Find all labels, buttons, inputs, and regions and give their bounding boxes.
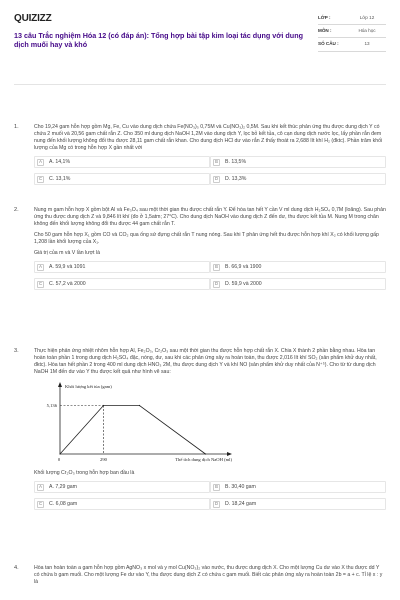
answer-text: C. 6,08 gam xyxy=(49,500,78,507)
answer-text: D. 18,24 gam xyxy=(225,500,257,507)
answer-option-c[interactable] xyxy=(34,498,210,510)
meta-row-subject xyxy=(318,25,386,38)
question-text: Hòa tan hoàn toàn a gam hỗn hợp gồm AgNO₃ x mol và y mol Cu(NO₃)₂ vào nước, thu được dung dịch X. Cho một lượng Cu dư vào X thu được dd Y có chứa b gam muối. Cho một lượng Fe dư vào Y, thu được dung dịch Z có chứa c gam muối. Biết các phản ứng xảy ra hoàn toàn 2b = a + c. Tỉ lệ x : y là xyxy=(34,565,383,586)
x-tick-label: 290 xyxy=(100,457,107,463)
answer-letter: D xyxy=(214,176,219,182)
data-point xyxy=(205,453,206,454)
x-tick-label: 0 xyxy=(57,457,61,463)
answer-text: A. 14,1% xyxy=(49,158,71,165)
answer-option-a[interactable] xyxy=(34,156,210,168)
answer-letter: D xyxy=(214,281,219,287)
answer-letter: C xyxy=(38,176,43,182)
answer-option-a[interactable] xyxy=(34,261,210,273)
answer-text: D. 13,3% xyxy=(225,175,247,182)
answer-letter: A xyxy=(37,159,44,166)
answer-grid xyxy=(34,481,386,510)
question-2 xyxy=(14,207,386,290)
meta-value: 13 xyxy=(364,41,370,47)
answer-text: B. 66,9 và 1900 xyxy=(225,263,262,270)
question-prompt: Khối lượng Cr₂O₃ trong hỗn hợp ban đầu là xyxy=(34,470,135,477)
answer-letter: A xyxy=(37,484,44,491)
meta-label: MÔN : xyxy=(318,28,332,34)
precipitate-chart xyxy=(34,380,254,466)
quizizz-logo: QUIZIZZ xyxy=(14,13,52,24)
question-number: 1. xyxy=(14,124,19,130)
chart-svg xyxy=(34,380,254,466)
answer-letter: D xyxy=(214,501,219,507)
meta-label: SỐ CÂU : xyxy=(318,41,339,47)
question-prompt: Giá trị của m và V lần lượt là xyxy=(34,250,100,257)
answer-option-c[interactable] xyxy=(34,173,210,185)
y-tick-label: 5,136 xyxy=(46,403,57,409)
answer-text: A. 7,29 gam xyxy=(49,483,77,490)
answer-text: C. 13,1% xyxy=(49,175,71,182)
answer-grid xyxy=(34,156,386,185)
meta-row-count xyxy=(318,38,386,51)
question-1 xyxy=(14,124,386,185)
header-divider xyxy=(14,84,386,85)
answer-letter: A xyxy=(37,264,44,271)
question-3 xyxy=(14,348,386,510)
answer-option-b[interactable] xyxy=(210,156,386,168)
data-point xyxy=(59,453,60,454)
x-axis-label: Thể tích dung dịch NaOH (ml) xyxy=(175,457,232,463)
answer-letter: B xyxy=(213,484,220,491)
answer-option-b[interactable] xyxy=(210,481,386,493)
answer-option-d[interactable] xyxy=(210,278,386,290)
answer-option-c[interactable] xyxy=(34,278,210,290)
question-text: Cho 19,24 gam hỗn hợp gồm Mg, Fe, Cu vào dung dịch chứa Fe(NO₃)₃ 0,75M và Cu(NO₃)₂ 0,5M. Sau khi kết thúc phản ứng thu được dung dịch Y có chứa 2 muối và 20,56 gam chất rắn Z. Cho 350 ml dung dịch NaOH 1,2M vào dung dịch Y, lọc bỏ kết tủa, cô cạn dung dịch nước lọc, lấy phần rắn đem nung đến khối lượng không đổi thu được 28,11 gam chất rắn khan. Cho dung dịch HCl dư vào rắn Z thấy thoát ra 2,688 lít khí H₂ (đktc). Phần trăm khối lượng của Mg có trong hỗn hợp X gần nhất với xyxy=(34,124,383,152)
answer-text: B. 13,5% xyxy=(225,158,247,165)
meta-label: LỚP : xyxy=(318,15,331,20)
answer-option-b[interactable] xyxy=(210,261,386,273)
answer-text: B. 30,40 gam xyxy=(225,483,256,490)
y-axis-arrow xyxy=(58,382,62,387)
question-number: 4. xyxy=(14,565,19,571)
question-text-continued: Cho 50 gam hỗn hợp X₁ gồm CO và CO₂ qua ống sứ đựng chất rắn T nung nóng. Sau khi T phản ứng hết thu được hỗn hợp khí X₂ có khối lượng gấp 1,208 lần khối lượng của X₁. xyxy=(34,232,379,246)
answer-option-a[interactable] xyxy=(34,481,210,493)
meta-row-class xyxy=(318,12,386,25)
answer-text: D. 59,9 và 2000 xyxy=(225,280,262,287)
meta-value: Lớp 12 xyxy=(359,15,375,20)
data-point xyxy=(139,405,140,406)
answer-text: C. 57,2 và 2000 xyxy=(49,280,86,287)
answer-text: A. 59,9 và 1091 xyxy=(49,263,86,270)
answer-option-d[interactable] xyxy=(210,498,386,510)
x-axis-arrow xyxy=(227,452,232,456)
series-line xyxy=(60,406,206,455)
answer-letter: B xyxy=(213,159,220,166)
answer-option-d[interactable] xyxy=(210,173,386,185)
document-header xyxy=(14,12,386,78)
answer-letter: C xyxy=(38,501,43,507)
answer-grid xyxy=(34,261,386,290)
question-number: 3. xyxy=(14,348,19,354)
question-text: Nung m gam hỗn hợp X gồm bột Al và Fe₃O₄ sau một thời gian thu được chất rắn Y. Để hòa tan hết Y cần V ml dung dịch H₂SO₄ 0,7M (loãng). Sau phản ứng thu được dung dịch Z và 9,846 lít khí (đo ở 1,5atm; 27°C). Cho dung dịch NaOH vào dung dịch Z đến dư, thu được kết tủa M. Nung M trong chân không đến khối lượng không đổi thu được 44 gam chất rắn T. xyxy=(34,207,386,228)
y-axis-label: Khối lượng kết tủa (gam) xyxy=(65,384,112,390)
meta-table xyxy=(318,12,386,52)
answer-letter: C xyxy=(38,281,43,287)
question-text: Thực hiện phản ứng nhiệt nhôm hỗn hợp Al, Fe₂O₃, Cr₂O₃ sau một thời gian thu được hỗn hợp chất rắn X. Chia X thành 2 phần bằng nhau. Hòa tan hoàn toàn phần 1 trong dung dịch H₂SO₄ đặc, nóng, dư, sau khi các phản ứng xảy ra hoàn toàn, thu được 2,016 lít khí SO₂ (sản phẩm khử duy nhất, đktc). Hòa tan hết phần 2 trong 400 ml dung dịch HNO₃ 2M, thu được dung dịch Y và khí NO (sản phẩm khử duy nhất của N⁺⁵). Cho từ từ dung dịch NaOH 1M đến dư vào Y thu được kết quả như hình vẽ sau: xyxy=(34,348,377,376)
answer-letter: B xyxy=(213,264,220,271)
question-4 xyxy=(14,565,386,590)
meta-value: Hóa học xyxy=(358,28,376,34)
question-number: 2. xyxy=(14,207,19,213)
page-title: 13 câu Trắc nghiệm Hóa 12 (có đáp án): Tổng hợp bài tập kim loại tác dụng với dung dịch muối hay và khó xyxy=(14,31,303,50)
